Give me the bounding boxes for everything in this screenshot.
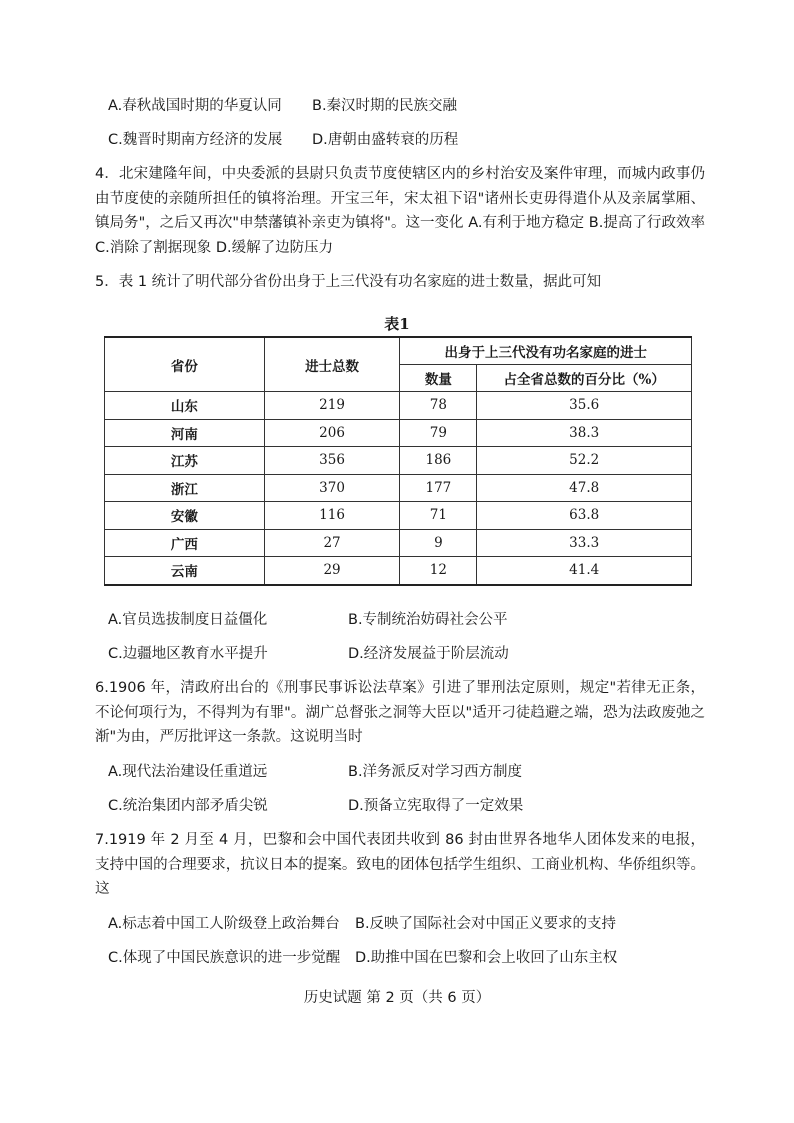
header-province: 省份 <box>105 337 265 392</box>
page-footer: 历史试题 第 2 页（共 6 页） <box>303 990 491 1006</box>
q5-option-c: C.边疆地区教育水平提升 <box>108 646 268 662</box>
cell-total: 219 <box>264 392 400 420</box>
cell-percent: 38.3 <box>477 419 692 447</box>
cell-count: 9 <box>400 529 477 557</box>
q6-option-b: B.洋务派反对学习西方制度 <box>348 764 523 780</box>
q5-option-d: D.经济发展益于阶层流动 <box>348 646 509 662</box>
cell-percent: 47.8 <box>477 474 692 502</box>
q7-option-a: A.标志着中国工人阶级登上政治舞台 <box>108 916 340 932</box>
q7-option-b: B.反映了国际社会对中国正义要求的支持 <box>355 916 617 932</box>
question-4-text: 4．北宋建隆年间，中央委派的县尉只负责节度使辖区内的乡村治安及案件审理，而城内政事仍由节度使的亲随所担任的镇将治理。开宝三年，宋太祖下诏"诸州长吏毋得遣仆从及亲属掌厢、镇局务"，之后又再次"申禁藩镇补亲吏为镇将"。这一变化 A.有利于地方稳定 B.提高了行政效率 C.消除了割据现象 D.缓解了边防压力 <box>95 166 705 256</box>
cell-province: 江苏 <box>105 447 265 475</box>
cell-count: 78 <box>400 392 477 420</box>
table-row <box>105 557 692 585</box>
q3-option-c: C.魏晋时期南方经济的发展 <box>108 132 283 148</box>
table-row <box>105 447 692 475</box>
q6-option-c: C.统治集团内部矛盾尖锐 <box>108 798 268 814</box>
cell-percent: 41.4 <box>477 557 692 585</box>
header-count: 数量 <box>400 365 477 392</box>
cell-percent: 33.3 <box>477 529 692 557</box>
header-percent: 占全省总数的百分比（%） <box>477 365 692 392</box>
cell-province: 河南 <box>105 419 265 447</box>
question-7-text: 7.1919 年 2 月至 4 月，巴黎和会中国代表团共收到 86 封由世界各地华人团体发来的电报，支持中国的合理要求，抗议日本的提案。致电的团体包括学生组织、工商业机构、华侨组织等。这 <box>95 832 705 897</box>
cell-province: 广西 <box>105 529 265 557</box>
cell-total: 29 <box>264 557 400 585</box>
q5-option-a: A.官员选拔制度日益僵化 <box>108 612 268 628</box>
question-5-stem: 5．表 1 统计了明代部分省份出身于上三代没有功名家庭的进士数量，据此可知 <box>95 274 602 290</box>
cell-total: 356 <box>264 447 400 475</box>
cell-total: 370 <box>264 474 400 502</box>
cell-province: 云南 <box>105 557 265 585</box>
q6-option-a: A.现代法治建设任重道远 <box>108 764 268 780</box>
cell-count: 177 <box>400 474 477 502</box>
question-6-text: 6.1906 年，清政府出台的《刑事民事诉讼法草案》引进了罪刑法定原则，规定"若律无正条，不论何项行为，不得判为有罪"。湖广总督张之洞等大臣以"适开刁徒趋避之端，恐为法政废弛之渐"为由，严厉批评这一条款。这说明当时 <box>95 680 705 745</box>
table-row <box>105 529 692 557</box>
q7-option-d: D.助推中国在巴黎和会上收回了山东主权 <box>355 950 618 966</box>
cell-province: 山东 <box>105 392 265 420</box>
cell-count: 71 <box>400 502 477 530</box>
cell-total: 116 <box>264 502 400 530</box>
cell-total: 206 <box>264 419 400 447</box>
cell-total: 27 <box>264 529 400 557</box>
cell-percent: 35.6 <box>477 392 692 420</box>
q5-option-b: B.专制统治妨碍社会公平 <box>348 612 508 628</box>
table-caption: 表1 <box>384 315 410 333</box>
q3-option-a: A.春秋战国时期的华夏认同 <box>108 98 282 114</box>
table-row <box>105 419 692 447</box>
table-row <box>105 392 692 420</box>
cell-percent: 52.2 <box>477 447 692 475</box>
q6-option-d: D.预备立宪取得了一定效果 <box>348 798 524 814</box>
cell-count: 12 <box>400 557 477 585</box>
header-group: 出身于上三代没有功名家庭的进士 <box>400 337 692 365</box>
q7-option-c: C.体现了中国民族意识的进一步觉醒 <box>108 950 341 966</box>
data-table <box>104 336 692 586</box>
q3-option-d: D.唐朝由盛转衰的历程 <box>312 132 459 148</box>
header-total: 进士总数 <box>264 337 400 392</box>
table-row <box>105 502 692 530</box>
cell-count: 186 <box>400 447 477 475</box>
cell-province: 安徽 <box>105 502 265 530</box>
q3-option-b: B.秦汉时期的民族交融 <box>312 98 458 114</box>
table-row <box>105 474 692 502</box>
cell-province: 浙江 <box>105 474 265 502</box>
cell-percent: 63.8 <box>477 502 692 530</box>
cell-count: 79 <box>400 419 477 447</box>
